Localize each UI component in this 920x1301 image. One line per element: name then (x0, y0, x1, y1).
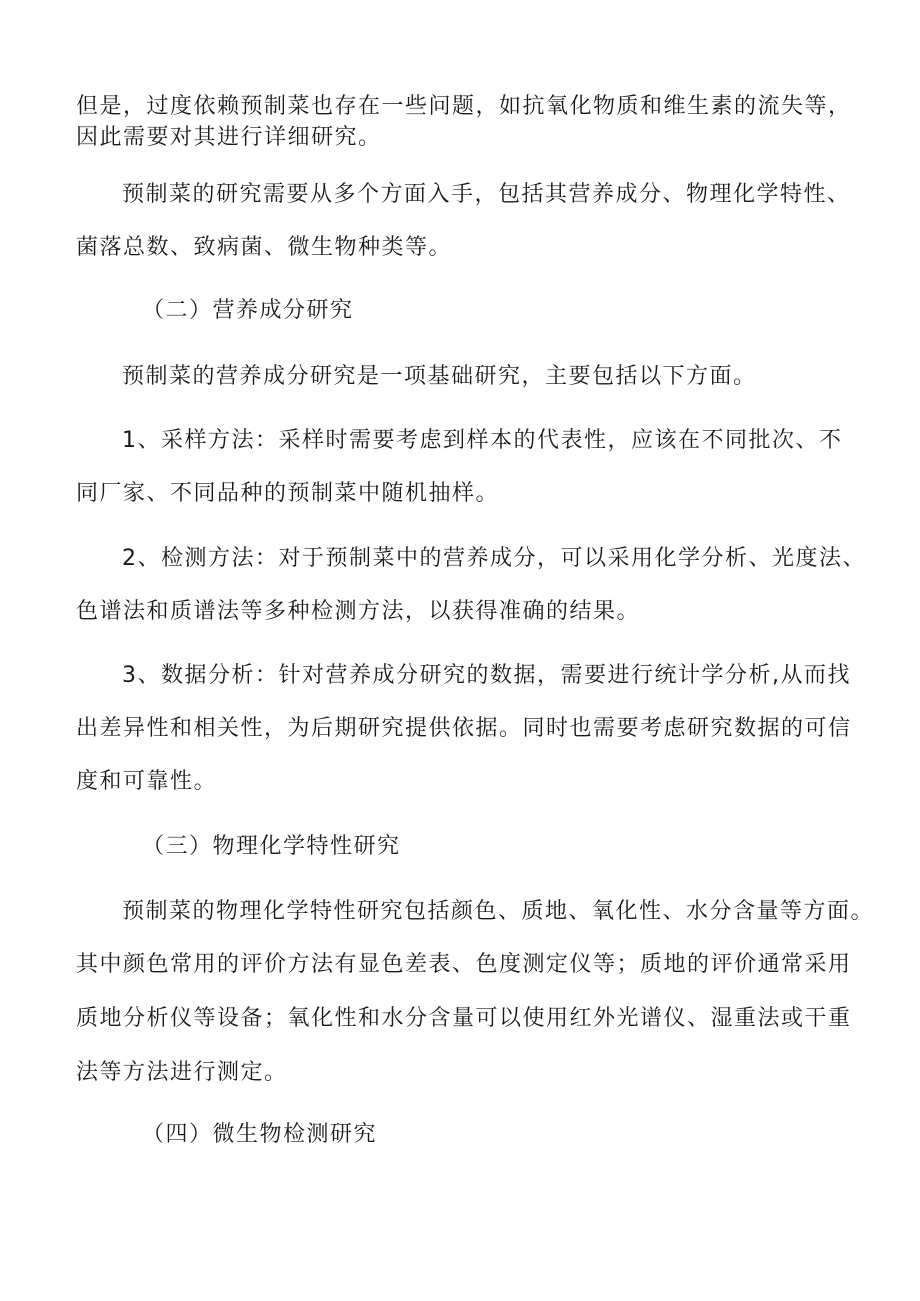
paragraph-line: 菌落总数、致病菌、微生物种类等。 (76, 235, 453, 260)
section-heading: （二）营养成分研究 (142, 298, 354, 323)
paragraph-line: 其中颜色常用的评价方法有显色差表、色度测定仪等；质地的评价通常采用 (76, 952, 852, 977)
list-item-line: 2、检测方法：对于预制菜中的营养成分，可以采用化学分析、光度法、 (122, 546, 866, 571)
paragraph-line: 预制菜的物理化学特性研究包括颜色、质地、氧化性、水分含量等方面。 (122, 899, 875, 924)
list-item-line: 度和可靠性。 (76, 769, 218, 794)
paragraph-line: 预制菜的营养成分研究是一项基础研究，主要包括以下方面。 (122, 364, 757, 389)
list-item-line: 3、数据分析：针对营养成分研究的数据，需要进行统计学分析,从而找 (122, 663, 851, 688)
section-heading: （四）微生物检测研究 (142, 1122, 378, 1147)
paragraph-line: 但是，过度依赖预制菜也存在一些问题，如抗氧化物质和维生素的流失等， (76, 94, 852, 119)
list-item-line: 色谱法和质谱法等多种检测方法，以获得准确的结果。 (76, 599, 641, 624)
section-heading: （三）物理化学特性研究 (142, 834, 401, 859)
list-item-line: 出差异性和相关性，为后期研究提供依据。同时也需要考虑研究数据的可信 (76, 716, 852, 741)
paragraph-line: 法等方法进行测定。 (76, 1060, 288, 1085)
paragraph-line: 因此需要对其进行详细研究。 (76, 125, 382, 150)
paragraph-line: 质地分析仪等设备；氧化性和水分含量可以使用红外光谱仪、湿重法或干重 (76, 1006, 852, 1031)
list-item-line: 1、采样方法：采样时需要考虑到样本的代表性，应该在不同批次、不 (122, 428, 843, 453)
list-item-line: 同厂家、不同品种的预制菜中随机抽样。 (76, 481, 500, 506)
paragraph-line: 预制菜的研究需要从多个方面入手，包括其营养成分、物理化学特性、 (122, 182, 851, 207)
